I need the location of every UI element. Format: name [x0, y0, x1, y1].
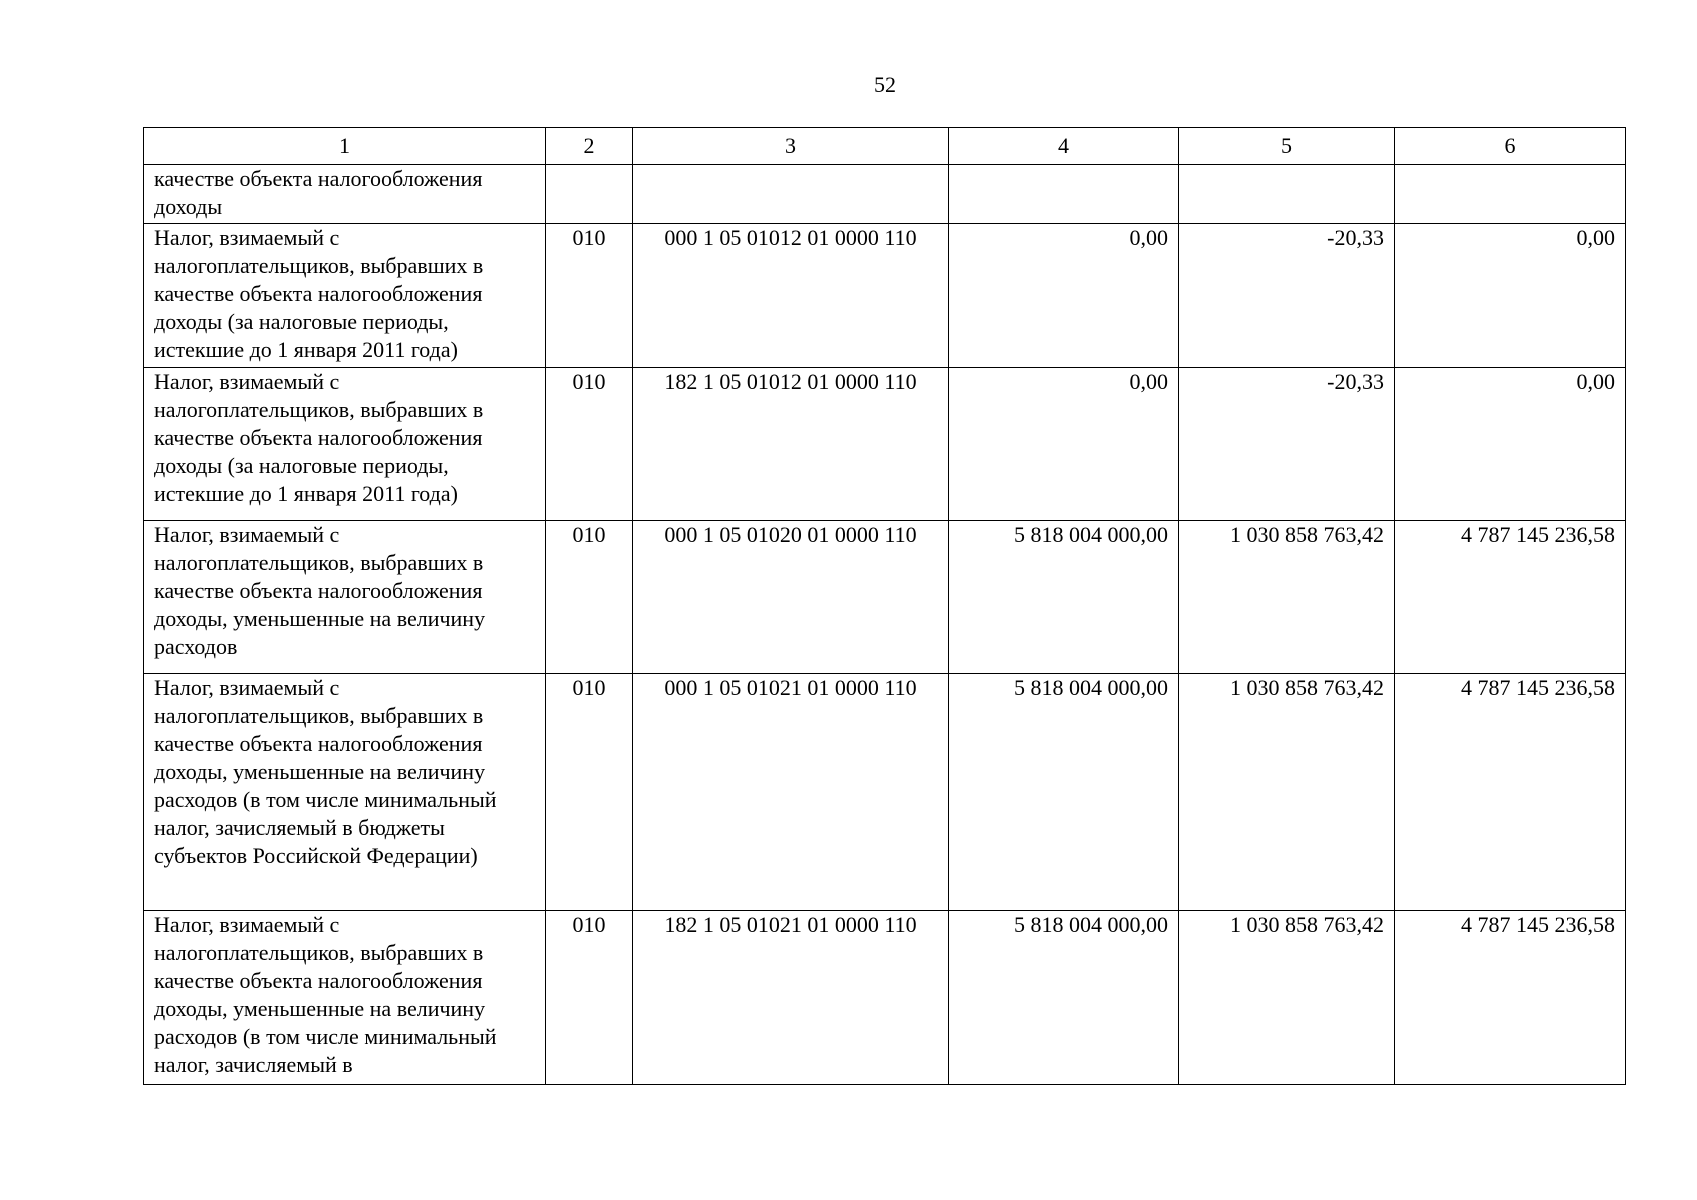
- row-approved: 0,00: [949, 368, 1179, 521]
- table-row: [144, 368, 1626, 521]
- row-line-code: [546, 165, 633, 224]
- table-row: [144, 165, 1626, 224]
- row-executed: -20,33: [1179, 368, 1395, 521]
- row-unexecuted: 4 787 145 236,58: [1395, 674, 1626, 911]
- row-budget-code: 000 1 05 01020 01 0000 110: [633, 521, 949, 674]
- row-approved: 5 818 004 000,00: [949, 911, 1179, 1085]
- row-unexecuted: 0,00: [1395, 368, 1626, 521]
- row-line-code: 010: [546, 224, 633, 368]
- row-description: Налог, взимаемый с налогоплательщиков, выбравших в качестве объекта налогообложения доходы (за налоговые периоды, истекшие до 1 января 2011 года): [144, 368, 546, 521]
- report-table: [143, 127, 1626, 1085]
- row-budget-code: 182 1 05 01012 01 0000 110: [633, 368, 949, 521]
- row-description: Налог, взимаемый с налогоплательщиков, выбравших в качестве объекта налогообложения доходы, уменьшенные на величину расходов (в том числе минимальный налог, зачисляемый в: [144, 911, 546, 1085]
- row-executed: 1 030 858 763,42: [1179, 911, 1395, 1085]
- row-unexecuted: [1395, 165, 1626, 224]
- row-unexecuted: 4 787 145 236,58: [1395, 911, 1626, 1085]
- row-description: Налог, взимаемый с налогоплательщиков, выбравших в качестве объекта налогообложения доходы, уменьшенные на величину расходов (в том числе минимальный налог, зачисляемый в бюджеты субъектов Российской Федерации): [144, 674, 546, 911]
- header-row: [144, 128, 1626, 165]
- row-executed: 1 030 858 763,42: [1179, 674, 1395, 911]
- row-executed: [1179, 165, 1395, 224]
- column-header-3: 3: [633, 128, 949, 165]
- row-approved: 0,00: [949, 224, 1179, 368]
- row-approved: 5 818 004 000,00: [949, 521, 1179, 674]
- page-number: 52: [874, 72, 896, 97]
- row-description: Налог, взимаемый с налогоплательщиков, выбравших в качестве объекта налогообложения доходы, уменьшенные на величину расходов: [144, 521, 546, 674]
- row-description: качестве объекта налогообложения доходы: [144, 165, 546, 224]
- row-budget-code: 000 1 05 01021 01 0000 110: [633, 674, 949, 911]
- row-line-code: 010: [546, 521, 633, 674]
- row-budget-code: 182 1 05 01021 01 0000 110: [633, 911, 949, 1085]
- table-row: [144, 911, 1626, 1085]
- column-header-2: 2: [546, 128, 633, 165]
- column-header-1: 1: [144, 128, 546, 165]
- column-header-5: 5: [1179, 128, 1395, 165]
- table-row: [144, 674, 1626, 911]
- row-line-code: 010: [546, 368, 633, 521]
- row-approved: [949, 165, 1179, 224]
- row-budget-code: [633, 165, 949, 224]
- row-executed: 1 030 858 763,42: [1179, 521, 1395, 674]
- column-header-4: 4: [949, 128, 1179, 165]
- row-budget-code: 000 1 05 01012 01 0000 110: [633, 224, 949, 368]
- row-unexecuted: 4 787 145 236,58: [1395, 521, 1626, 674]
- row-line-code: 010: [546, 911, 633, 1085]
- table-row: [144, 224, 1626, 368]
- row-unexecuted: 0,00: [1395, 224, 1626, 368]
- row-description: Налог, взимаемый с налогоплательщиков, выбравших в качестве объекта налогообложения доходы (за налоговые периоды, истекшие до 1 января 2011 года): [144, 224, 546, 368]
- column-header-6: 6: [1395, 128, 1626, 165]
- row-line-code: 010: [546, 674, 633, 911]
- table-row: [144, 521, 1626, 674]
- row-executed: -20,33: [1179, 224, 1395, 368]
- row-approved: 5 818 004 000,00: [949, 674, 1179, 911]
